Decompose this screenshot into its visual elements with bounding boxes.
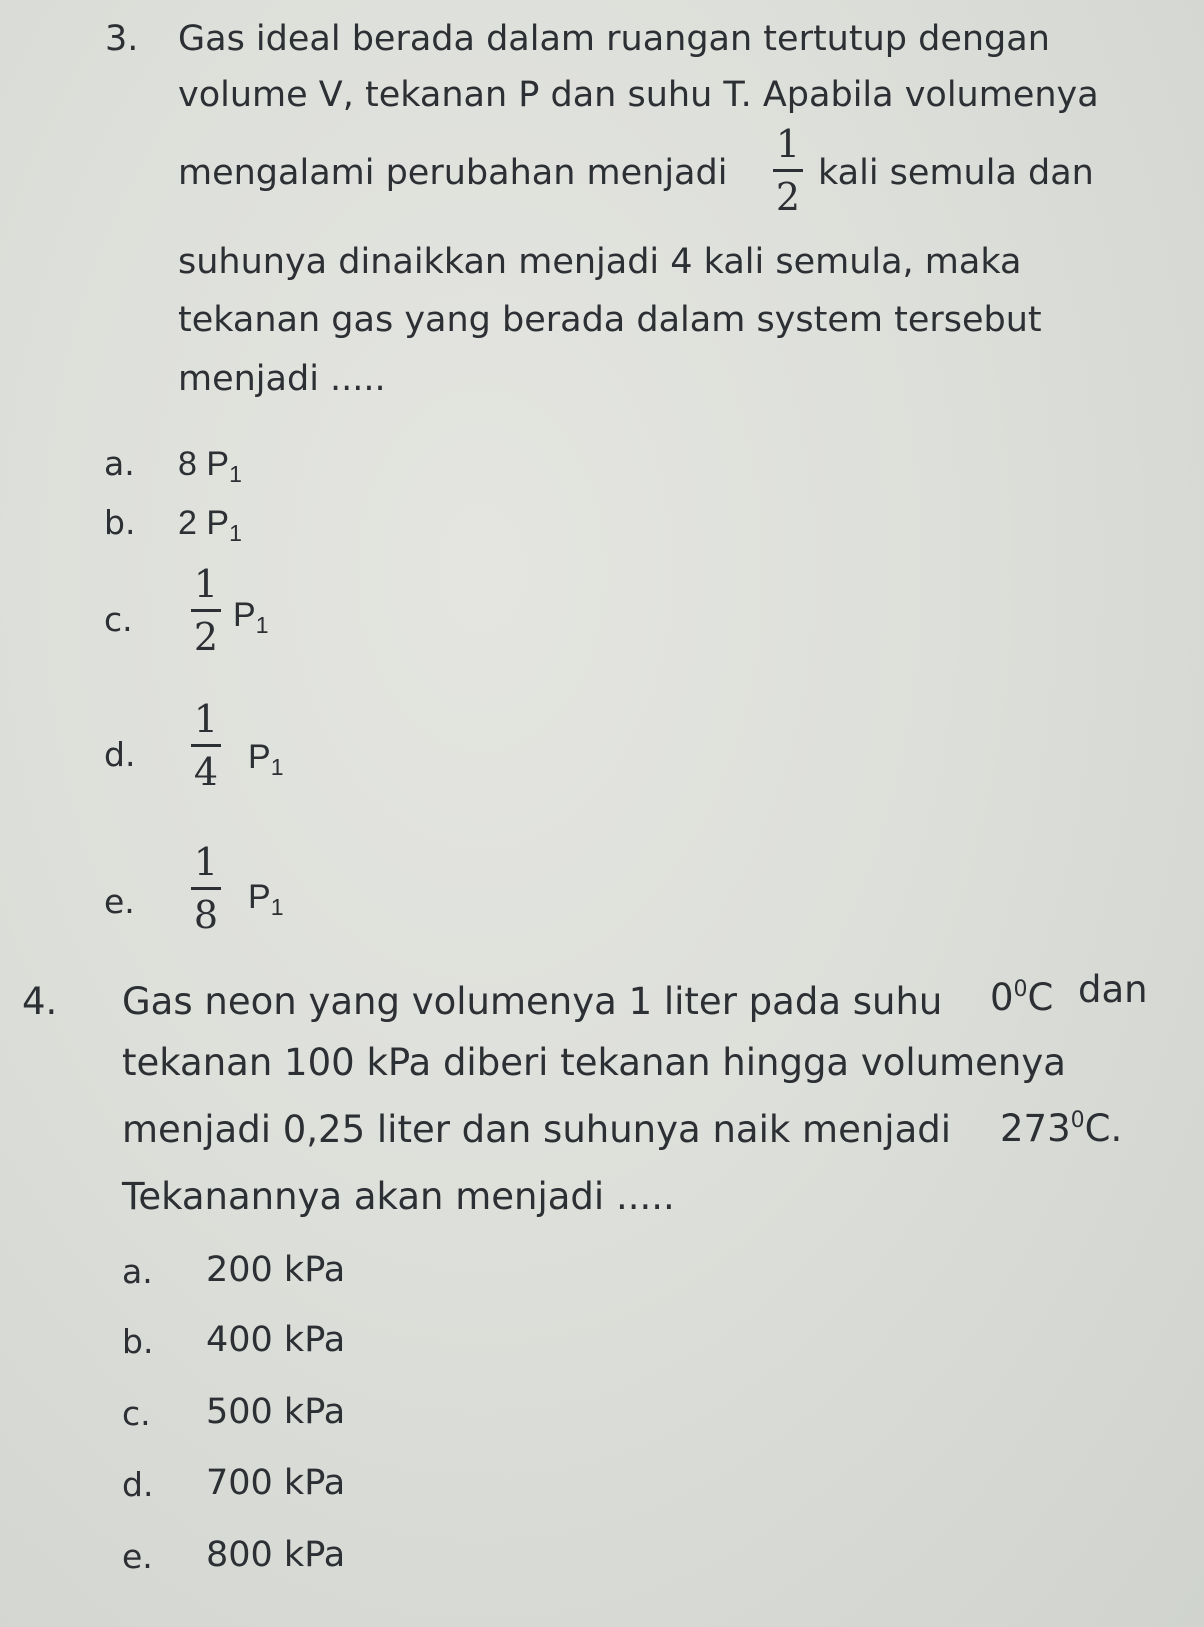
option-label: e. bbox=[122, 1537, 153, 1576]
option-label: d. bbox=[104, 735, 136, 774]
fraction-bar bbox=[191, 609, 221, 612]
fraction-numerator: 1 bbox=[775, 122, 801, 166]
question-4-number: 4. bbox=[22, 980, 58, 1023]
question-4-line-1-after: dan bbox=[1078, 968, 1148, 1011]
option-value: 500 kPa bbox=[206, 1392, 346, 1432]
option-label: c. bbox=[104, 600, 133, 639]
fraction-bar bbox=[191, 887, 221, 890]
fraction-bar bbox=[191, 744, 221, 747]
option-expression: 8 $P_1$ bbox=[178, 445, 242, 487]
option-label: d. bbox=[122, 1465, 154, 1504]
fraction-numerator: 1 bbox=[193, 562, 219, 606]
fraction-denominator: 8 bbox=[193, 893, 219, 937]
question-3-line-3-before: mengalami perubahan menjadi bbox=[178, 153, 728, 193]
option-value: 700 kPa bbox=[206, 1463, 346, 1503]
question-4-temperature-2: $273^0C$. bbox=[1000, 1107, 1123, 1150]
question-3-line-1: Gas ideal berada dalam ruangan tertutup dengan bbox=[178, 19, 1050, 59]
fraction-numerator: 1 bbox=[193, 697, 219, 741]
question-3-line-5: tekanan gas yang berada dalam system tersebut bbox=[178, 300, 1042, 340]
option-variable: $P_1$ bbox=[233, 596, 269, 638]
question-3-number: 3. bbox=[105, 19, 139, 59]
question-3-line-4: suhunya dinaikkan menjadi 4 kali semula, maka bbox=[178, 242, 1022, 282]
question-4-line-4: Tekanannya akan menjadi ..... bbox=[122, 1175, 675, 1218]
option-fraction bbox=[191, 840, 221, 937]
option-variable: $P_1$ bbox=[248, 878, 284, 920]
option-label: e. bbox=[104, 882, 135, 921]
question-4-line-2: tekanan 100 kPa diberi tekanan hingga volumenya bbox=[122, 1041, 1066, 1084]
fraction-denominator: 4 bbox=[193, 750, 219, 794]
option-value: 200 kPa bbox=[206, 1250, 346, 1290]
fraction-numerator: 1 bbox=[193, 840, 219, 884]
fraction-denominator: 2 bbox=[193, 615, 219, 659]
option-label: b. bbox=[122, 1322, 154, 1361]
option-label: c. bbox=[122, 1394, 151, 1433]
option-value: 400 kPa bbox=[206, 1320, 346, 1360]
option-value: 800 kPa bbox=[206, 1535, 346, 1575]
option-variable: $P_1$ bbox=[248, 738, 284, 780]
fraction-denominator: 2 bbox=[775, 175, 801, 219]
option-expression: 2 $P_1$ bbox=[178, 504, 242, 546]
option-fraction bbox=[191, 697, 221, 794]
question-3-line-3-after: kali semula dan bbox=[818, 153, 1094, 193]
question-3-fraction bbox=[773, 122, 803, 219]
question-4-temperature-1: $0^0C$ bbox=[990, 976, 1054, 1019]
question-4-line-1-before: Gas neon yang volumenya 1 liter pada suhu bbox=[122, 980, 943, 1023]
fraction-bar bbox=[773, 169, 803, 172]
option-label: a. bbox=[104, 444, 135, 483]
option-fraction bbox=[191, 562, 221, 659]
question-3-line-2: volume V, tekanan P dan suhu T. Apabila volumenya bbox=[178, 75, 1099, 115]
question-4-line-3-before: menjadi 0,25 liter dan suhunya naik menjadi bbox=[122, 1108, 952, 1151]
question-3-line-6: menjadi ..... bbox=[178, 359, 386, 399]
option-label: a. bbox=[122, 1252, 153, 1291]
option-label: b. bbox=[104, 503, 136, 542]
